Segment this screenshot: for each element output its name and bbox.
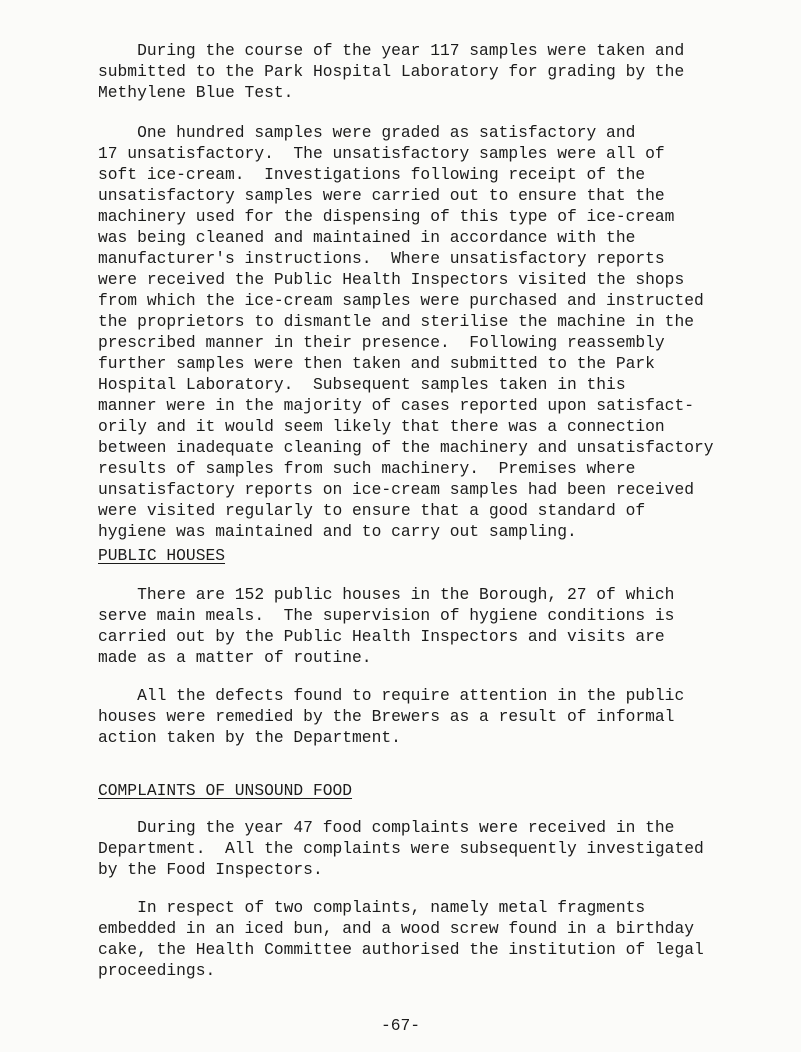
heading-complaints: COMPLAINTS OF UNSOUND FOOD bbox=[98, 781, 353, 800]
paragraph-samples-results: One hundred samples were graded as satisfactory and 17 unsatisfactory. The unsatisfactory samples were all of soft ice-cream. Investigations following receipt of the unsatisfactory samples were carried out to ensure that the machinery used for the dispensing of this type of ice-cream was being cleaned and maintained in accordance with the manufacturer's instructions. Where unsatisfactory reports were received the Public Health Inspectors visited the shops from which the ice-cream samples were purchased and instructed the proprietors to dismantle and sterilise the machine in the prescribed manner in their presence. Following reassembly further samples were then taken and submitted to the Park Hospital Laboratory. Subsequent samples taken in this manner were in the majority of cases reported upon satisfact- orily and it would seem likely that there was a connection between inadequate cleaning of the machinery and unsatisfactory results of samples from such machinery. Premises where unsatisfactory reports on ice-cream samples had been received were visited regularly to ensure that a good standard of hygiene was maintained and to carry out sampling. bbox=[98, 123, 714, 541]
heading-public-houses: PUBLIC HOUSES bbox=[98, 546, 226, 565]
paragraph-complaints-2: In respect of two complaints, namely metal fragments embedded in an iced bun, and a wood screw found in a birthday cake, the Health Committee authorised the institution of legal proceedings. bbox=[98, 898, 704, 980]
paragraph-public-houses-1: There are 152 public houses in the Borough, 27 of which serve main meals. The supervision of hygiene conditions is carried out by the Public Health Inspectors and visits are made as a matter of routine. bbox=[98, 585, 675, 667]
paragraph-samples-intro: During the course of the year 117 samples were taken and submitted to the Park Hospital Laboratory for grading by the Methylene Blue Test. bbox=[98, 41, 685, 102]
paragraph-complaints-1: During the year 47 food complaints were received in the Department. All the complaints were subsequently investigated by the Food Inspectors. bbox=[98, 818, 704, 879]
paragraph-public-houses-2: All the defects found to require attention in the public houses were remedied by the Brewers as a result of informal action taken by the Department. bbox=[98, 686, 685, 747]
page-number: -67- bbox=[380, 1016, 421, 1035]
